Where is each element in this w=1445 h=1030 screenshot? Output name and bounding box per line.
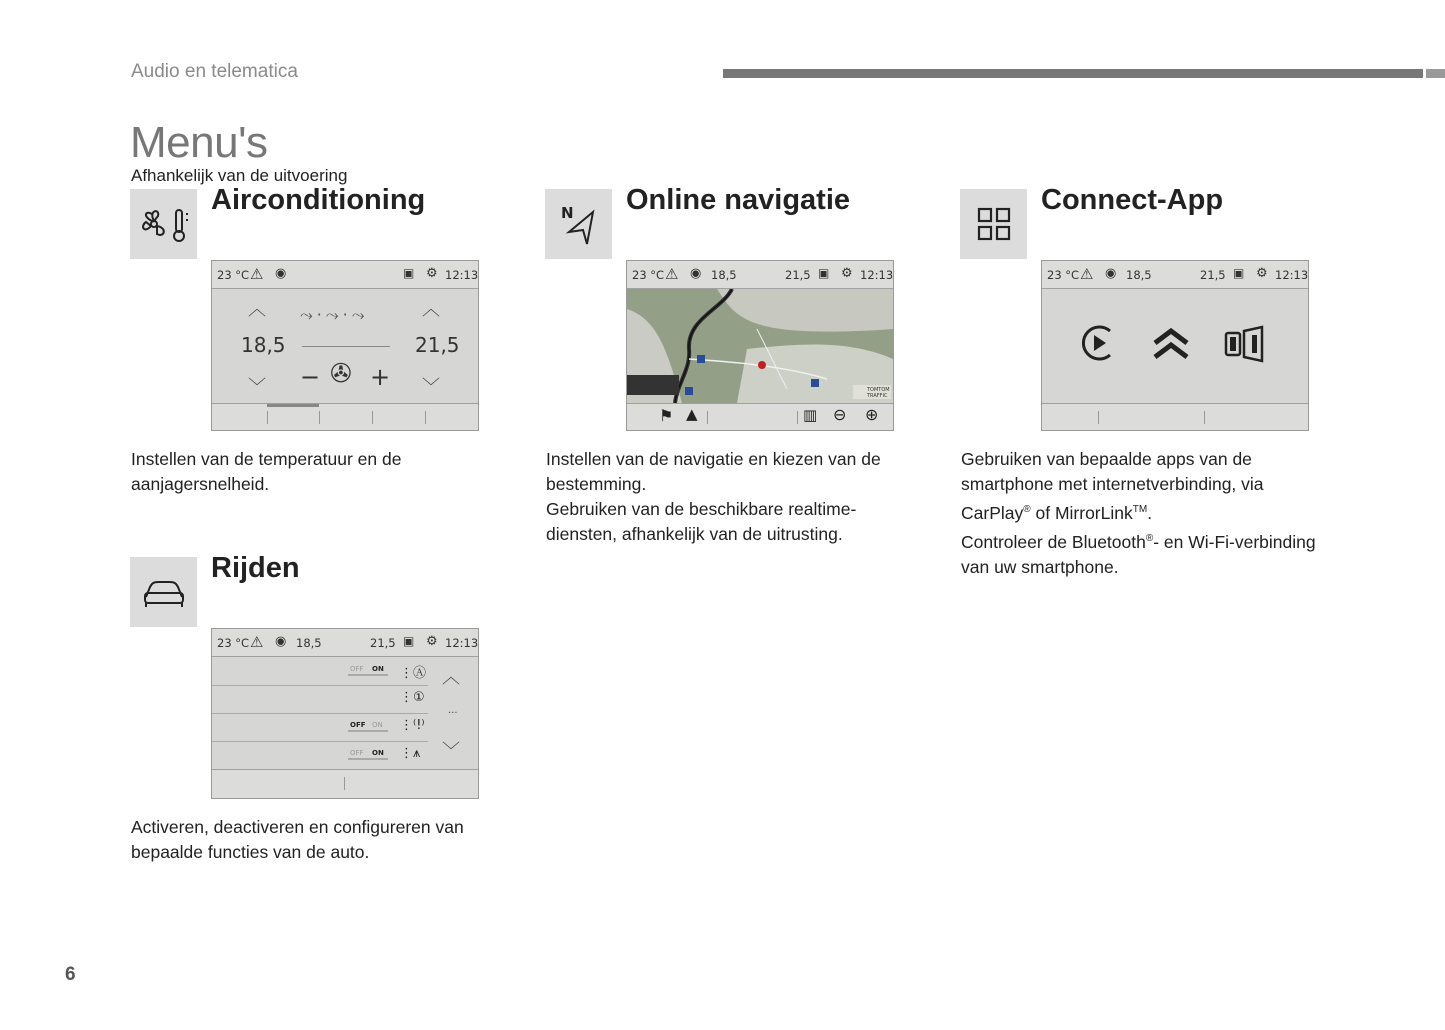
auto-function-icon: ⋮Ⓐ (400, 666, 427, 681)
drive-screen (211, 628, 479, 799)
left-temp-value: 18,5 (241, 333, 286, 357)
map-layers-icon[interactable]: ▥ (803, 406, 818, 424)
status-time: 12:13 (860, 268, 894, 282)
status-bar (212, 261, 478, 289)
lane-assist-icon: ⋮⩚ (400, 746, 421, 761)
status-temp: 23 °C (217, 636, 250, 650)
left-temp-down-icon[interactable]: ﹀ (248, 377, 266, 398)
fan-thermometer-icon (130, 189, 197, 259)
scroll-up-icon[interactable]: ︿ (442, 667, 460, 688)
warning-icon: ⚠ (1080, 265, 1094, 283)
zoom-out-icon[interactable]: ⊖ (833, 405, 847, 424)
page-title: Menu's (130, 118, 268, 167)
drive-title: Rijden (211, 552, 300, 584)
settings-icon: ⚙ (426, 266, 438, 281)
nav-title: Online navigatie (626, 184, 850, 216)
header-bar-end (1426, 69, 1445, 78)
status-temp: 23 °C (1047, 268, 1080, 282)
media-icon: ▣ (818, 266, 830, 280)
settings-icon: ⚙ (841, 266, 853, 281)
signal-icon: ◉ (275, 634, 287, 649)
signal-icon: ◉ (275, 266, 287, 281)
svg-text:TRAFFIC: TRAFFIC (867, 393, 888, 399)
drive-desc: Activeren, deactiveren en configureren van bepaalde functies van de auto. (131, 817, 464, 862)
page-number: 6 (65, 964, 76, 985)
media-icon: ▣ (403, 266, 415, 280)
media-icon: ▣ (403, 634, 415, 648)
list-item[interactable]: OFF ON ⋮Ⓐ (212, 657, 428, 686)
left-temp-up-icon[interactable]: ︿ (248, 299, 266, 320)
status-time: 12:13 (445, 268, 479, 282)
connect-screen (1041, 260, 1309, 431)
svg-text:TOMTOM: TOMTOM (867, 387, 890, 393)
list-item[interactable]: OFF ON ⋮⁽!⁾ (212, 713, 428, 742)
scroll-down-icon[interactable]: ﹀ (442, 741, 460, 762)
mirrorlink-icon[interactable] (1224, 325, 1268, 367)
destination-flag-icon[interactable]: ⚑ (659, 406, 674, 425)
status-left-temp: 18,5 (711, 268, 737, 282)
connect-title: Connect-App (1041, 184, 1224, 216)
north-arrow-icon[interactable]: ▲ (686, 405, 698, 423)
status-right-temp: 21,5 (1200, 268, 1226, 282)
aircon-desc: Instellen van de temperatuur en de aanjagersnelheid. (131, 449, 402, 494)
map-view[interactable] (627, 289, 893, 403)
aircon-screen (211, 260, 479, 431)
fan-plus-icon[interactable]: + (370, 363, 391, 391)
warning-icon: ⚠ (250, 265, 264, 283)
status-left-temp: 18,5 (1126, 268, 1152, 282)
header-bar (723, 69, 1423, 78)
page-subtitle: Afhankelijk van de uitvoering (131, 166, 348, 185)
connect-bottom-bar (1042, 403, 1308, 430)
settings-icon: ⚙ (1256, 266, 1268, 281)
signal-icon: ◉ (690, 266, 702, 281)
info-function-icon: ⋮① (400, 690, 425, 705)
tyre-pressure-icon: ⋮⁽!⁾ (400, 718, 425, 733)
more-indicator: ... (448, 705, 458, 716)
aircon-bottom-bar (212, 403, 478, 430)
right-temp-value: 21,5 (415, 333, 460, 357)
carplay-icon[interactable] (1080, 323, 1116, 367)
nav-bottom-bar (627, 403, 893, 430)
status-bar (212, 629, 478, 657)
status-right-temp: 21,5 (370, 636, 396, 650)
list-item[interactable]: OFF ON ⋮⩚ (212, 741, 428, 770)
status-time: 12:13 (1275, 268, 1309, 282)
status-time: 12:13 (445, 636, 479, 650)
signal-icon: ◉ (1105, 266, 1117, 281)
nav-screen (626, 260, 894, 431)
airflow-mode-icon[interactable]: ⤳·⤳·⤳ (300, 305, 369, 324)
list-item[interactable] (212, 685, 428, 714)
active-tab-indicator (267, 404, 319, 407)
settings-icon: ⚙ (426, 634, 438, 649)
warning-icon: ⚠ (665, 265, 679, 283)
grid-apps-icon (960, 189, 1027, 259)
fan-icon: ✇ (330, 359, 352, 389)
status-bar (1042, 261, 1308, 289)
aircon-title: Airconditioning (211, 184, 426, 216)
status-bar (627, 261, 893, 289)
map-graphic (627, 289, 893, 403)
status-temp: 23 °C (217, 268, 250, 282)
navigation-arrow-icon (545, 189, 612, 259)
right-temp-down-icon[interactable]: ﹀ (422, 377, 440, 398)
zoom-in-icon[interactable]: ⊕ (865, 405, 879, 424)
media-icon: ▣ (1233, 266, 1245, 280)
status-temp: 23 °C (632, 268, 665, 282)
warning-icon: ⚠ (250, 633, 264, 651)
status-left-temp: 18,5 (296, 636, 322, 650)
nav-desc: Instellen van de navigatie en kiezen van de bestemming. Gebruiken van de beschikbare realtime- diensten, afhankelijk van de uitrusting. (546, 449, 881, 544)
compass-n: N (560, 204, 574, 222)
brand-chevrons-icon[interactable] (1152, 325, 1190, 365)
divider (302, 346, 390, 347)
car-icon (130, 557, 197, 627)
connect-desc: Gebruiken van bepaalde apps van de smartphone met internetverbinding, via CarPlay® of MirrorLink™. Controleer de Bluetooth®- en Wi-Fi-verbinding van uw smartphone. (961, 449, 1316, 577)
right-temp-up-icon[interactable]: ︿ (422, 299, 440, 320)
status-right-temp: 21,5 (785, 268, 811, 282)
drive-bottom-bar (212, 769, 478, 798)
fan-minus-icon[interactable]: − (300, 363, 321, 391)
header-section-title: Audio en telematica (131, 61, 298, 82)
